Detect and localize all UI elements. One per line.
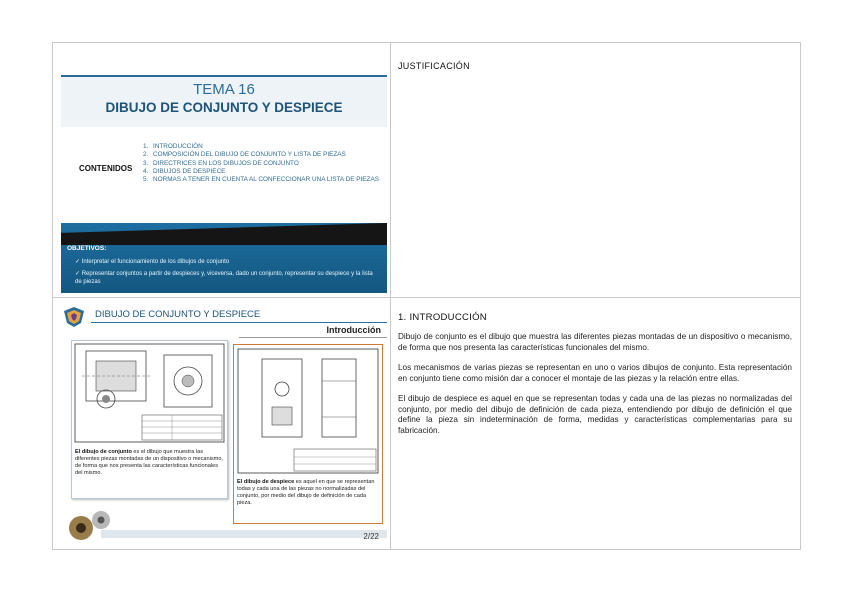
title-underline [91,322,387,323]
slide-2-thumbnail [61,302,387,547]
assembly-drawing-card [71,340,228,499]
introduction-section [398,312,792,446]
paragraph: Los mecanismos de varias piezas se representan en uno o varios dibujos de conjunto. Esta representación en conjunto tiene como misión dar a conocer el montaje de las piezas y la relación entre ellas. [398,363,792,383]
objective-item: ✓ Interpretar el funcionamiento de los dibujos de conjunto [75,259,230,265]
contents-label: CONTENIDOS [79,164,133,173]
contents-list [143,143,387,184]
slide-title: DIBUJO DE CONJUNTO Y DESPIECE [95,309,261,320]
tema-label: TEMA 16 [193,81,255,98]
assembly-caption: El dibujo de conjunto es el dibujo que muestra las diferentes piezas montadas de un dispositivo o mecanismo, de forma que nos presenta las características funcionales del mismo. [75,449,224,476]
justification-heading: JUSTIFICACIÓN [398,61,470,71]
assembly-drawing-image [72,341,227,445]
part-drawing-image [234,345,382,477]
objectives-label: OBJETIVOS: [67,245,107,252]
subtitle-underline [239,337,387,338]
shield-logo-icon [63,306,85,328]
horizontal-divider [53,297,800,298]
document-page [52,42,801,550]
slide-1-thumbnail [61,51,387,293]
title-band [61,75,387,127]
slide-subtitle: Introducción [326,325,381,335]
exploded-caption: El dibujo de despiece es aquel en que se representan todas y cada una de las piezas no normalizadas del conjunto, por medio del dibujo de definición de cada pieza. [237,479,375,506]
exploded-drawing-card [233,344,383,524]
slide-title: DIBUJO DE CONJUNTO Y DESPIECE [105,100,343,115]
list-item: 1. INTRODUCCIÓN [143,143,203,150]
list-item: 5. NORMAS A TENER EN CUENTA AL CONFECCIONAR UNA LISTA DE PIEZAS [143,176,379,184]
section-heading: 1. INTRODUCCIÓN [398,312,487,323]
objective-item: ✓ Representar conjuntos a partir de despieces y, viceversa, dado un conjunto, representar su despiece y la lista de piezas [75,271,373,285]
footer-bar [101,530,387,538]
vertical-divider [390,43,391,549]
list-item: 3. DIRECTRICES EN LOS DIBUJOS DE CONJUNTO [143,159,299,167]
page-number: 2/22 [363,532,379,541]
paragraph: Dibujo de conjunto es el dibujo que muestra las diferentes piezas montadas de un dispositivo o mecanismo, de forma que nos presenta las características funcionales del mismo. [398,332,792,352]
list-item: 2. COMPOSICIÓN DEL DIBUJO DE CONJUNTO Y LISTA DE PIEZAS [143,151,346,159]
list-item: 4. DIBUJOS DE DESPIECE [143,167,226,175]
paragraph: El dibujo de despiece es aquel en que se representan todas y cada una de las piezas no normalizadas del conjunto, por medio del dibujo de definición de cada pieza, entendiendo por dibujo de definición el que define la pieza sin indeterminación de forma, medidas y características complementarias para su fabricación. [398,394,792,435]
